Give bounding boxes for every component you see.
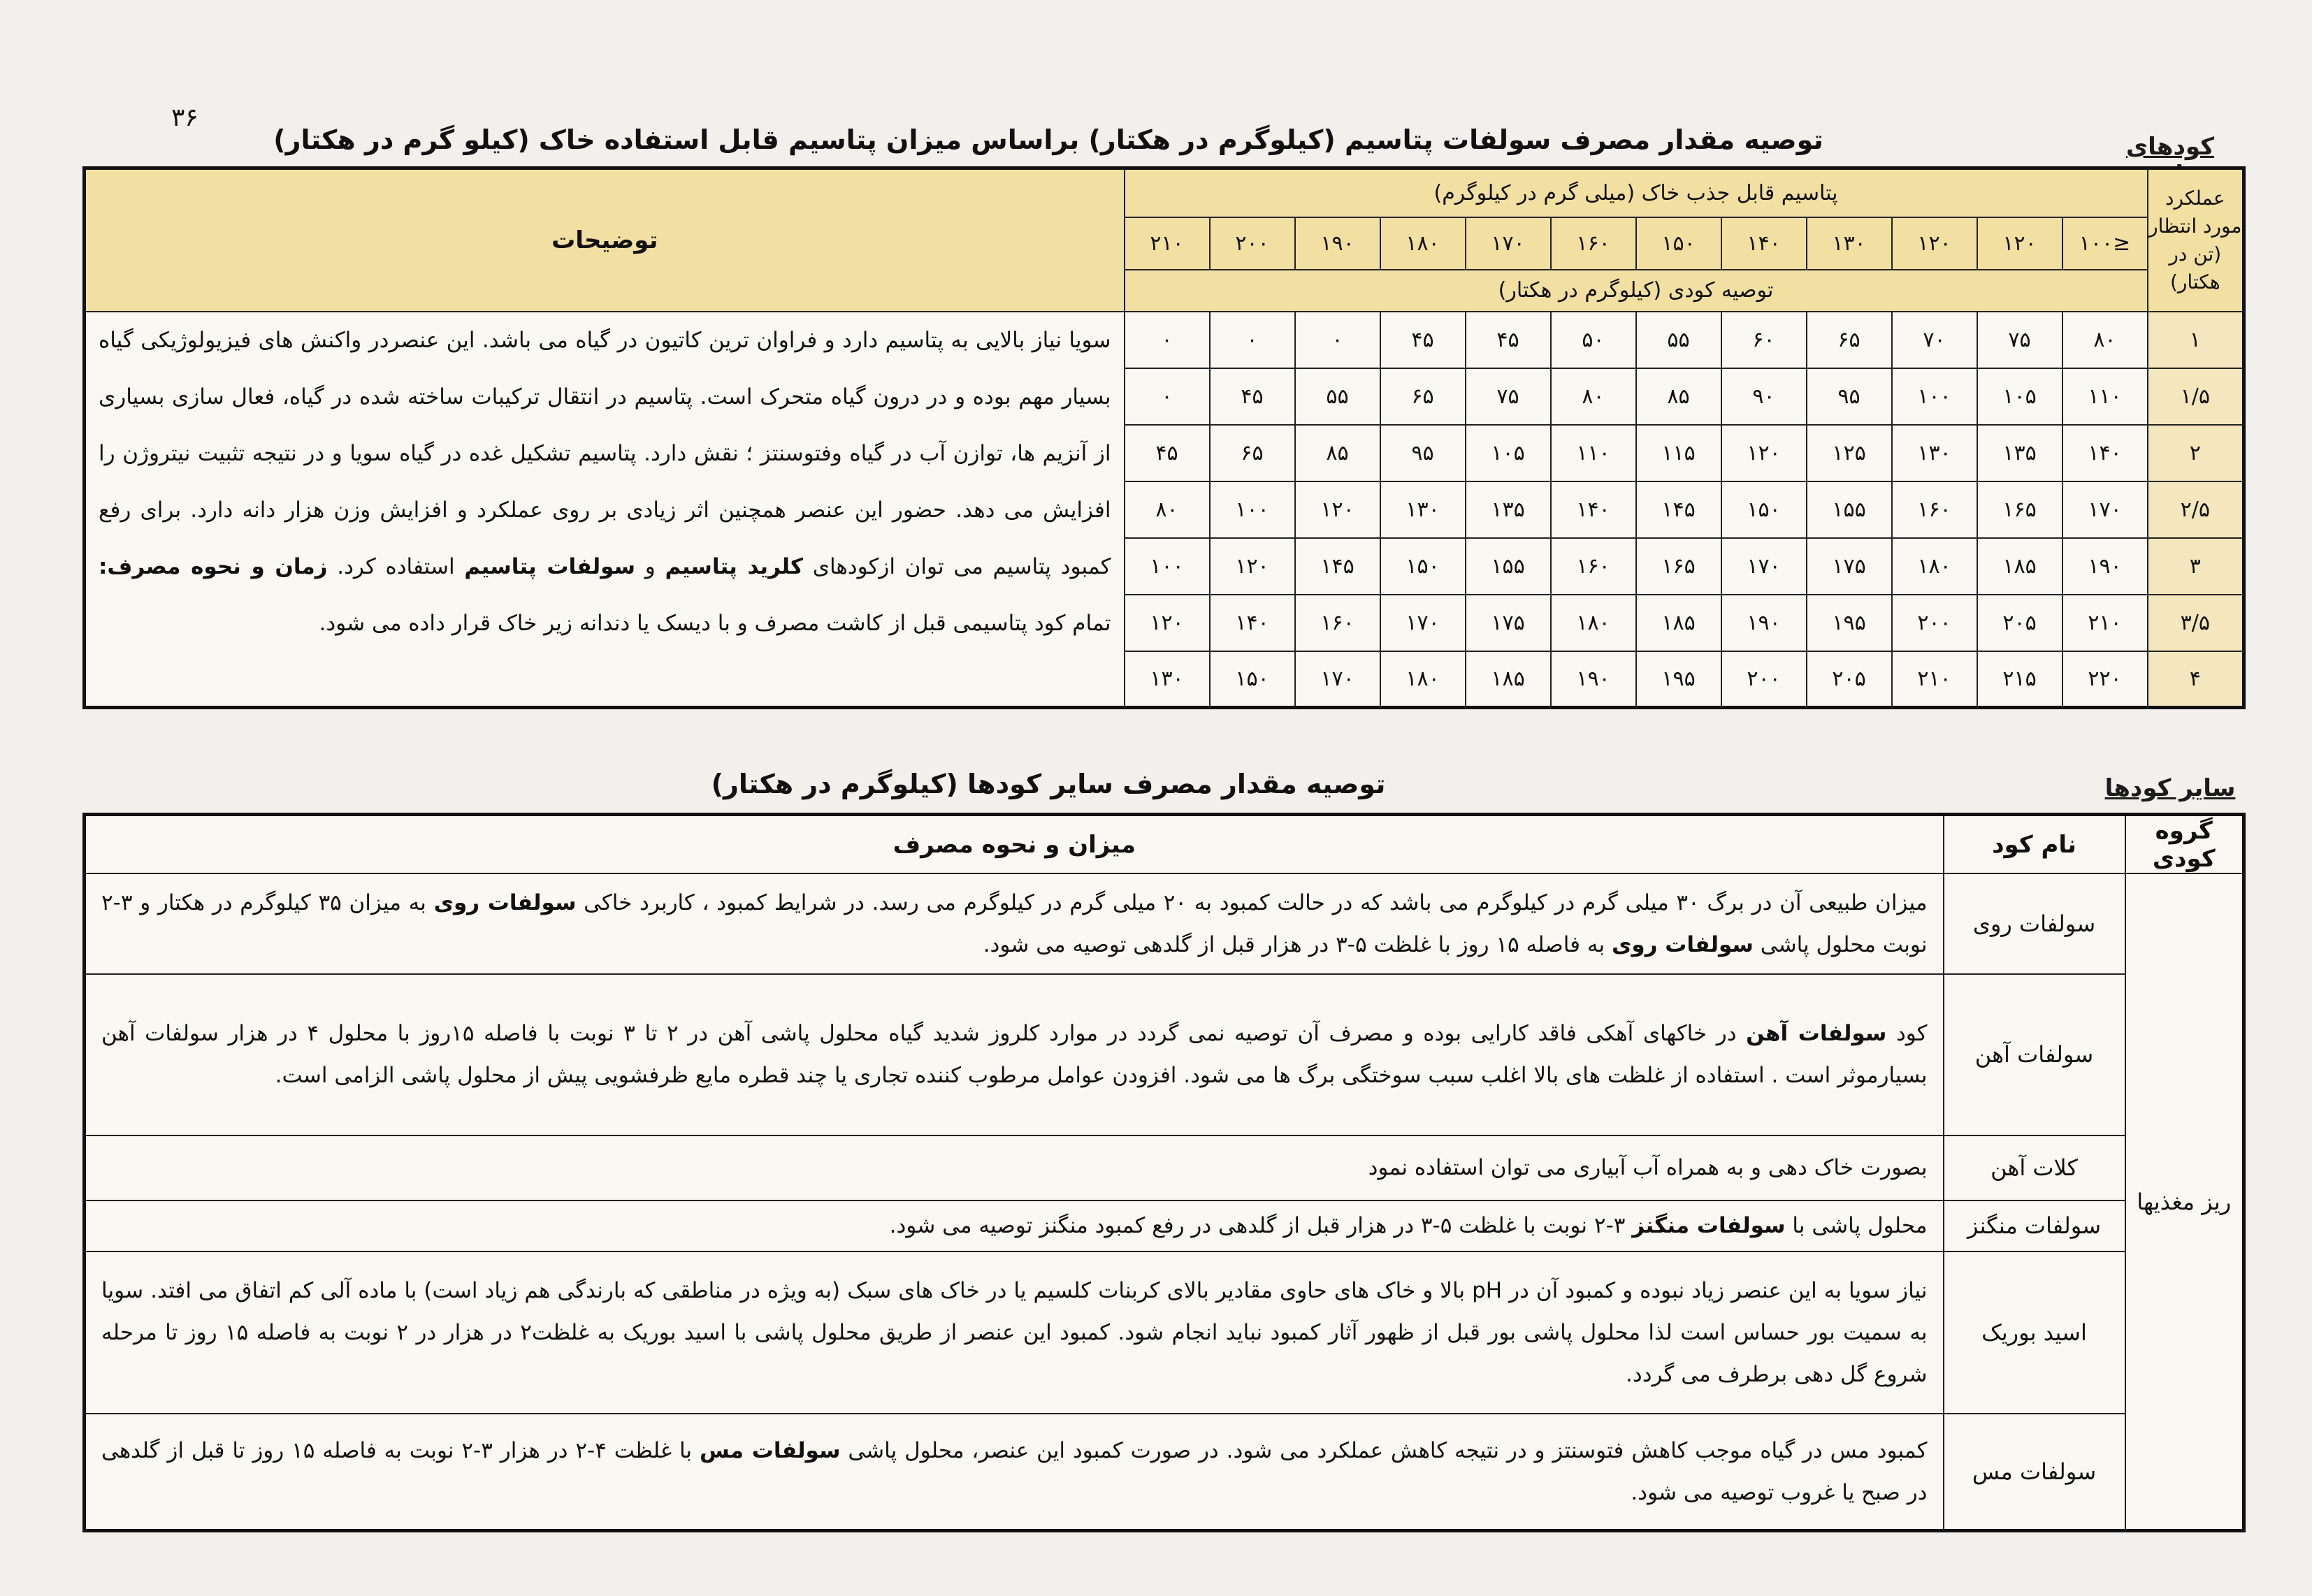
notes-cell — [85, 312, 1125, 708]
recommendation-value-cell: ۴۵ — [1125, 425, 1210, 481]
recommendation-value-cell: ۱۹۰ — [1721, 595, 1807, 651]
recommendation-value-cell: ۶۰ — [1721, 312, 1807, 368]
potassium-header: پتاسیم قابل جذب خاک (میلی گرم در کیلوگرم) — [1125, 168, 2148, 217]
group-header: گروه کودی — [2125, 815, 2244, 874]
recommendation-value-cell: ۹۵ — [1807, 368, 1892, 425]
recommendation-value-cell: ۱۲۰ — [1125, 595, 1210, 651]
recommendation-value-cell: ۱۷۰ — [2062, 481, 2148, 538]
recommendation-value-cell: ۱۱۰ — [2062, 368, 2148, 425]
usage-bold-text: سولفات منگنز — [1632, 1213, 1786, 1239]
recommendation-value-cell: ۰ — [1125, 368, 1210, 425]
recommendation-value-cell: ۷۵ — [1977, 312, 2062, 368]
usage-text: ۳-۲ نوبت با غلظت ۵-۳ در هزار قبل از گلدهی در رفع کمبود منگنز توصیه می شود. — [889, 1213, 1633, 1239]
recommendation-value-cell: ۱۰۰ — [1210, 481, 1295, 538]
recommendation-value-cell: ۱۵۰ — [1380, 538, 1466, 595]
recommendation-value-cell: ۸۰ — [1125, 481, 1210, 538]
usage-bold-text: سولفات روی — [433, 890, 577, 915]
usage-description-cell — [85, 1136, 1944, 1200]
recommendation-value-cell: ۸۰ — [1551, 368, 1636, 425]
yield-cell: ۱ — [2148, 312, 2244, 368]
recommendation-value-cell: ۸۰ — [2062, 312, 2148, 368]
potassium-level-cell: ۱۴۰ — [1721, 217, 1807, 270]
potassium-level-cell: ۱۵۰ — [1636, 217, 1721, 270]
recommendation-value-cell: ۱۵۰ — [1210, 651, 1295, 708]
recommendation-value-cell: ۱۵۰ — [1721, 481, 1807, 538]
recommendation-value-cell: ۲۲۰ — [2062, 651, 2148, 708]
recommendation-value-cell: ۱۳۰ — [1892, 425, 1977, 481]
recommendation-value-cell: ۱۴۰ — [2062, 425, 2148, 481]
recommendation-value-cell: ۱۷۰ — [1380, 595, 1466, 651]
recommendation-value-cell: ۱۴۰ — [1551, 481, 1636, 538]
recommendation-value-cell: ۱۲۰ — [1721, 425, 1807, 481]
recommendation-value-cell: ۲۱۰ — [2062, 595, 2148, 651]
usage-description-cell — [85, 974, 1944, 1136]
usage-text: بصورت خاک دهی و به همراه آب آبیاری می توان استفاده نمود — [1368, 1155, 1928, 1181]
recommendation-value-cell: ۱۳۵ — [1466, 481, 1551, 538]
recommendation-value-cell: ۱۴۰ — [1210, 595, 1295, 651]
other-fertilizers-title: توصیه مقدار مصرف سایر کودها (کیلوگرم در هکتار) — [711, 769, 1386, 799]
recommendation-value-cell: ۱۳۰ — [1125, 651, 1210, 708]
recommendation-value-cell: ۱۸۵ — [1636, 595, 1721, 651]
potassium-level-cell: ≤۱۰۰ — [2062, 217, 2148, 270]
notes-bold-text: سولفات پتاسیم — [464, 553, 636, 579]
usage-header: میزان و نحوه مصرف — [85, 815, 1944, 874]
recommendation-value-cell: ۱۶۵ — [1636, 538, 1721, 595]
notes-header: توضیحات — [85, 168, 1125, 312]
recommendation-value-cell: ۶۵ — [1807, 312, 1892, 368]
recommendation-value-cell: ۱۲۵ — [1807, 425, 1892, 481]
usage-bold-text: سولفات روی — [1611, 931, 1754, 957]
potassium-table-title: توصیه مقدار مصرف سولفات پتاسیم (کیلوگرم در هکتار) براساس میزان پتاسیم قابل استفاده خاک (کیلو گرم در هکتار) — [273, 124, 1823, 155]
recommendation-value-cell: ۱۵۵ — [1807, 481, 1892, 538]
notes-text: تمام کود پتاسیمی قبل از کاشت مصرف و با دیسک یا دندانه زیر خاک قرار داده می شود. — [319, 610, 1111, 636]
recommendation-value-cell: ۲۰۵ — [1977, 595, 2062, 651]
recommendation-value-cell: ۱۸۵ — [1977, 538, 2062, 595]
recommendation-value-cell: ۷۰ — [1892, 312, 1977, 368]
table-row — [85, 1414, 2244, 1530]
notes-text: استفاده کرد. — [337, 553, 455, 579]
recommendation-value-cell: ۱۵۵ — [1466, 538, 1551, 595]
recommendation-header: توصیه کودی (کیلوگرم در هکتار) — [1125, 270, 2148, 312]
usage-text: در خاکهای آهکی فاقد کارایی بوده و مصرف آن توصیه نمی گردد در موارد کلروز شدید گیاه محلول پاشی آهن در ۲ تا ۳ نوبت با فاصله ۱۵روز با محلول ۴ در هزار سولفات آهن بسیارموثر است . استفاده از غلظت های بالا اغلب سبب سوختگی برگ ها می شود. افزودن عوامل مرطوب کننده تجاری یا چند قطره مایع ظرفشویی پیش از محلول پاشی الزامی است. — [101, 1021, 1928, 1089]
yield-cell: ۳/۵ — [2148, 595, 2244, 651]
usage-description-cell — [85, 1414, 1944, 1530]
recommendation-value-cell: ۲۰۰ — [1721, 651, 1807, 708]
recommendation-value-cell: ۱۷۵ — [1807, 538, 1892, 595]
recommendation-value-cell: ۱۱۰ — [1551, 425, 1636, 481]
recommendation-value-cell: ۱۲۰ — [1295, 481, 1380, 538]
recommendation-value-cell: ۲۱۰ — [1892, 651, 1977, 708]
usage-text: محلول پاشی با — [1785, 1213, 1928, 1239]
recommendation-value-cell: ۸۵ — [1295, 425, 1380, 481]
potassium-level-cell: ۲۰۰ — [1210, 217, 1295, 270]
usage-text: کود — [1886, 1021, 1928, 1047]
page-number: ۳۶ — [171, 103, 198, 132]
recommendation-value-cell: ۱۶۰ — [1551, 538, 1636, 595]
table-row — [85, 873, 2244, 974]
recommendation-value-cell: ۱۰۰ — [1892, 368, 1977, 425]
recommendation-value-cell: ۱۰۵ — [1977, 368, 2062, 425]
recommendation-value-cell: ۱۷۰ — [1721, 538, 1807, 595]
yield-cell: ۴ — [2148, 651, 2244, 708]
usage-text: کمبود مس در گیاه موجب کاهش فتوسنتز و در نتیجه کاهش عملکرد می شود. در صورت کمبود این عنصر، محلول پاشی — [840, 1438, 1928, 1464]
recommendation-value-cell: ۰ — [1295, 312, 1380, 368]
potassium-level-cell: ۱۸۰ — [1380, 217, 1466, 270]
usage-text: با غلظت ۴-۲ در هزار ۳-۲ نوبت به فاصله ۱۵ روز تا قبل از گلدهی در صبح یا غروب توصیه می شود. — [101, 1438, 1928, 1506]
potassium-level-cell: ۱۶۰ — [1551, 217, 1636, 270]
recommendation-value-cell: ۱۶۰ — [1892, 481, 1977, 538]
notes-bold-text: کلرید پتاسیم — [665, 553, 803, 579]
usage-text: میزان طبیعی آن در برگ ۳۰ میلی گرم در کیلوگرم می باشد که در حالت کمبود به ۲۰ میلی گرم در کیلوگرم می رسد. در شرایط کمبود ، کاربرد خاکی — [576, 890, 1928, 915]
recommendation-value-cell: ۰ — [1125, 312, 1210, 368]
recommendation-value-cell: ۹۰ — [1721, 368, 1807, 425]
side-label-potash: کودهای — [2125, 133, 2215, 161]
fertilizer-name-cell: اسید بوریک — [1944, 1252, 2125, 1414]
potassium-level-cell: ۱۹۰ — [1295, 217, 1380, 270]
yield-cell: ۲/۵ — [2148, 481, 2244, 538]
fertilizer-name-cell: کلات آهن — [1944, 1136, 2125, 1200]
other-fertilizers-table — [82, 813, 2246, 1532]
recommendation-value-cell: ۵۵ — [1636, 312, 1721, 368]
recommendation-value-cell: ۱۶۵ — [1977, 481, 2062, 538]
usage-description-cell — [85, 873, 1944, 974]
notes-text: سویا نیاز بالایی به پتاسیم دارد و فراوان ترین کاتیون در گیاه می باشد. این عنصردر واکنش های فیزیولوژیکی گیاه بسیار مهم بوده و در درون گیاه متحرک است. پتاسیم در انتقال ترکیبات ساخته شده در گیاه، فعال سازی بسیاری از آنزیم ها، توازن آب در گیاه وفتوسنتز ؛ نقش دارد. پتاسیم تشکیل غده در گیاه سویا و در نتیجه تثبیت نیتروژن را افزایش می دهد. حضور این عنصر همچنین اثر زیادی بر روی عملکرد و افزایش وزن هزار دانه دارد. برای رفع کمبود پتاسیم می توان ازکودهای — [99, 327, 1111, 579]
recommendation-value-cell: ۴۵ — [1466, 312, 1551, 368]
recommendation-value-cell: ۴۵ — [1210, 368, 1295, 425]
potassium-level-cell: ۱۷۰ — [1466, 217, 1551, 270]
recommendation-value-cell: ۵۵ — [1295, 368, 1380, 425]
table-row — [85, 1200, 2244, 1252]
yield-cell: ۳ — [2148, 538, 2244, 595]
recommendation-value-cell: ۵۰ — [1551, 312, 1636, 368]
recommendation-value-cell: ۱۰۰ — [1125, 538, 1210, 595]
table-row — [85, 1136, 2244, 1200]
recommendation-value-cell: ۶۵ — [1210, 425, 1295, 481]
yield-cell: ۱/۵ — [2148, 368, 2244, 425]
recommendation-value-cell: ۶۵ — [1380, 368, 1466, 425]
recommendation-value-cell: ۱۷۰ — [1295, 651, 1380, 708]
table-row — [85, 974, 2244, 1136]
recommendation-value-cell: ۱۸۰ — [1892, 538, 1977, 595]
fertilizer-name-cell: سولفات مس — [1944, 1414, 2125, 1530]
fertilizer-name-cell: سولفات روی — [1944, 873, 2125, 974]
recommendation-value-cell: ۷۵ — [1466, 368, 1551, 425]
recommendation-value-cell: ۱۱۵ — [1636, 425, 1721, 481]
fertilizer-name-header: نام کود — [1944, 815, 2125, 874]
usage-text: به میزان ۳۵ کیلوگرم در هکتار و ۳-۲ نوبت محلول پاشی — [101, 890, 1928, 957]
recommendation-value-cell: ۰ — [1210, 312, 1295, 368]
recommendation-value-cell: ۲۰۰ — [1892, 595, 1977, 651]
potassium-level-cell: ۲۱۰ — [1125, 217, 1210, 270]
fertilizer-name-cell: سولفات آهن — [1944, 974, 2125, 1136]
usage-description-cell — [85, 1200, 1944, 1252]
usage-text: نیاز سویا به این عنصر زیاد نبوده و کمبود آن در pH بالا و خاک های حاوی مقادیر بالای کربنات کلسیم یا در خاک های سبک (به ویژه در مناطقی که بارندگی هم زیاد است) با ماده آلی کم اتفاق می افتد. سویا به سمیت بور حساس است لذا محلول پاشی بور قبل از ظهور آثار کمبود نباید انجام شود. کمبود این عنصر از طریق محلول پاشی با اسید بوریک به غلظت۲ در هزار در ۲ نوبت به فاصله ۱۵ روز تا مرحله شروع گل دهی برطرف می گردد. — [101, 1277, 1928, 1387]
side-label-other-fertilizers: سایر کودها — [2104, 774, 2236, 802]
fertilizer-name-cell: سولفات منگنز — [1944, 1200, 2125, 1252]
recommendation-value-cell: ۱۴۵ — [1295, 538, 1380, 595]
recommendation-value-cell: ۲۱۵ — [1977, 651, 2062, 708]
notes-bold-text: زمان و نحوه مصرف: — [99, 553, 328, 579]
recommendation-value-cell: ۱۸۵ — [1466, 651, 1551, 708]
potassium-level-cell: ۱۳۰ — [1807, 217, 1892, 270]
notes-text: و — [644, 553, 656, 579]
recommendation-value-cell: ۱۹۵ — [1636, 651, 1721, 708]
table-row — [85, 312, 2244, 368]
recommendation-value-cell: ۸۵ — [1636, 368, 1721, 425]
recommendation-value-cell: ۱۰۵ — [1466, 425, 1551, 481]
usage-bold-text: سولفات آهن — [1746, 1021, 1887, 1047]
recommendation-value-cell: ۱۹۰ — [1551, 651, 1636, 708]
recommendation-value-cell: ۱۳۰ — [1380, 481, 1466, 538]
recommendation-value-cell: ۹۵ — [1380, 425, 1466, 481]
recommendation-value-cell: ۱۳۵ — [1977, 425, 2062, 481]
usage-description-cell — [85, 1252, 1944, 1414]
table-row — [85, 1252, 2244, 1414]
recommendation-value-cell: ۱۶۰ — [1295, 595, 1380, 651]
recommendation-value-cell: ۱۹۵ — [1807, 595, 1892, 651]
yield-header: عملکرد مورد انتظار (تن در هکتار) — [2148, 168, 2244, 312]
recommendation-value-cell: ۲۰۵ — [1807, 651, 1892, 708]
recommendation-value-cell: ۱۲۰ — [1210, 538, 1295, 595]
yield-cell: ۲ — [2148, 425, 2244, 481]
usage-bold-text: سولفات مس — [699, 1438, 841, 1464]
fertilizer-group-cell: ریز مغذیها — [2125, 873, 2244, 1530]
potassium-recommendation-table — [82, 166, 2246, 709]
recommendation-value-cell: ۱۷۵ — [1466, 595, 1551, 651]
usage-text: به فاصله ۱۵ روز با غلظت ۵-۳ در هزار قبل از گلدهی توصیه می شود. — [983, 931, 1612, 957]
potassium-level-cell: ۱۲۰ — [1892, 217, 1977, 270]
recommendation-value-cell: ۱۹۰ — [2062, 538, 2148, 595]
recommendation-value-cell: ۱۸۰ — [1380, 651, 1466, 708]
potassium-level-cell: ۱۲۰ — [1977, 217, 2062, 270]
recommendation-value-cell: ۴۵ — [1380, 312, 1466, 368]
recommendation-value-cell: ۱۸۰ — [1551, 595, 1636, 651]
recommendation-value-cell: ۱۴۵ — [1636, 481, 1721, 538]
